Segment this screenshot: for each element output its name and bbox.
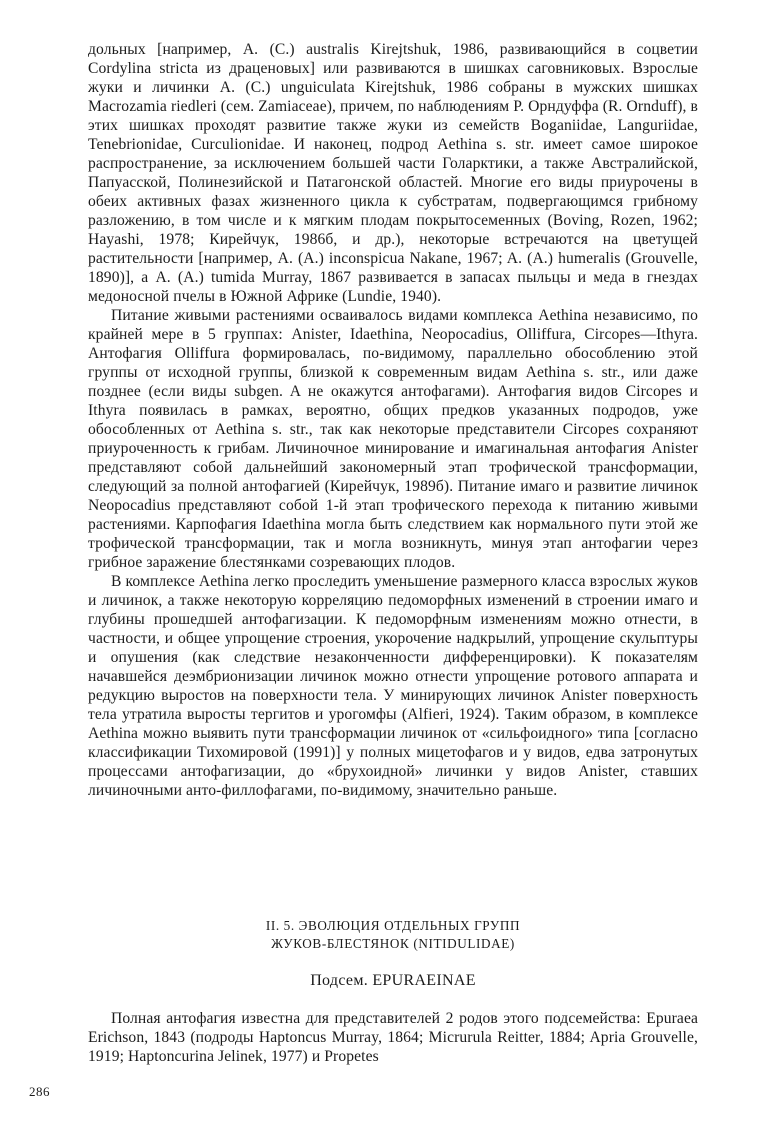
page-number: 286	[29, 1084, 50, 1099]
main-text	[88, 40, 698, 800]
final-text	[88, 1009, 698, 1066]
paragraph-2: Питание живыми растениями осваивалось видами комплекса Aethina независимо, по крайней мере в 5 группах: Anister, Idaethina, Neopocadius, Olliffura, Circopes—Ithyra. Антофагия Olliffura формировалась, по-видимому, параллельно обособлению этой группы от исходной группы, близкой к современным видам Aethina s. str., или даже позднее (если виды subgen. A не окажутся антофагами). Антофагия видов Circopes и Ithyra появилась в рамках, вероятно, общих предков указанных подродов, уже обособленных от Aethina s. str., так как некоторые представители Circopes сохраняют приуроченность к грибам. Личиночное минирование и имагинальная антофагия Anister представляют собой дальнейший закономерный этап трофической трансформации, следующий за полной антофагией (Кирейчук, 1989б). Питание имаго и развитие личинок Neopocadius представляют собой 1-й этап трофического перехода к питанию живыми растениями. Карпофагия Idaethina могла быть следствием как нормального пути этой же трофической трансформации, так и могла возникнуть, минуя этап антофагии через грибное заражение блестянками созревающих плодов.	[88, 307, 698, 571]
paragraph-3: В комплексе Aethina легко проследить уменьшение размерного класса взрослых жуков и личинок, а также некоторую корреляцию педоморфных изменений в строении имаго и глубины прошедшей антофагизации. К педоморфным изменениям можно отнести, в частности, и общее упрощение строения, укорочение надкрылий, упрощение скульптуры и опушения (как следствие незаконченности дифференцировки). К показателям начавшейся деэмбрионизации личинок можно отнести упрощение ротового аппарата и редукцию выростов на поверхности тела. У минирующих личинок Anister поверхность тела утратила выросты тергитов и урогомфы (Alfieri, 1924). Таким образом, в комплексе Aethina можно выявить пути трансформации личинок от «сильфоидного» типа [согласно классификации Тихомировой (1991)] у полных мицетофагов и у видов, едва затронутых процессами антофагизации, до «брухоидной» личинки у видов Anister, ставших личиночными анто-филлофагами, по-видимому, значительно раньше.	[88, 573, 698, 799]
paragraph-4: Полная антофагия известна для представителей 2 родов этого подсемейства: Epuraea Erichson, 1843 (подроды Haptoncus Murray, 1864; Micrurula Reitter, 1884; Apria Grouvelle, 1919; Haptoncurina Jelinek, 1977) и Propetes	[88, 1010, 698, 1065]
section-heading-line-2: ЖУКОВ-БЛЕСТЯНОК (NITIDULIDAE)	[271, 936, 515, 951]
section-heading-line-1: II. 5. ЭВОЛЮЦИЯ ОТДЕЛЬНЫХ ГРУПП	[265, 918, 521, 933]
subfamily-heading: Подсем. EPURAEINAE	[310, 972, 476, 989]
paragraph-1: дольных [например, A. (C.) australis Kirejtshuk, 1986, развивающийся в соцветии Cordylina stricta из драценовых] или развиваются в шишках саговниковых. Взрослые жуки и личинки A. (C.) unguiculata Kirejtshuk, 1986 собраны в мужских шишках Macrozamia riedleri (сем. Zamiaceae), причем, по наблюдениям Р. Орндуффа (R. Ornduff), в этих шишках проходят развитие также жуки из семейств Boganiidae, Languriidae, Tenebrionidae, Curculionidae. И наконец, подрод Aethina s. str. имеет самое широкое распространение, за исключением большей части Голарктики, а также Австралийской, Папуасской, Полинезийской и Патагонской областей. Многие его виды приурочены в обеих активных фазах жизненного цикла к субстратам, подвергающимся грибному разложению, в том числе и к мягким плодам покрытосеменных (Boving, Rozen, 1962; Hayashi, 1978; Кирейчук, 1986б, и др.), некоторые встречаются на цветущей растительности [например, A. (A.) inconspicua Nakane, 1967; A. (A.) humeralis (Grouvelle, 1890)], а A. (A.) tumida Murray, 1867 развивается в запасах пыльцы и меда в гнездах медоносной пчелы в Южной Африке (Lundie, 1940).	[88, 41, 698, 305]
